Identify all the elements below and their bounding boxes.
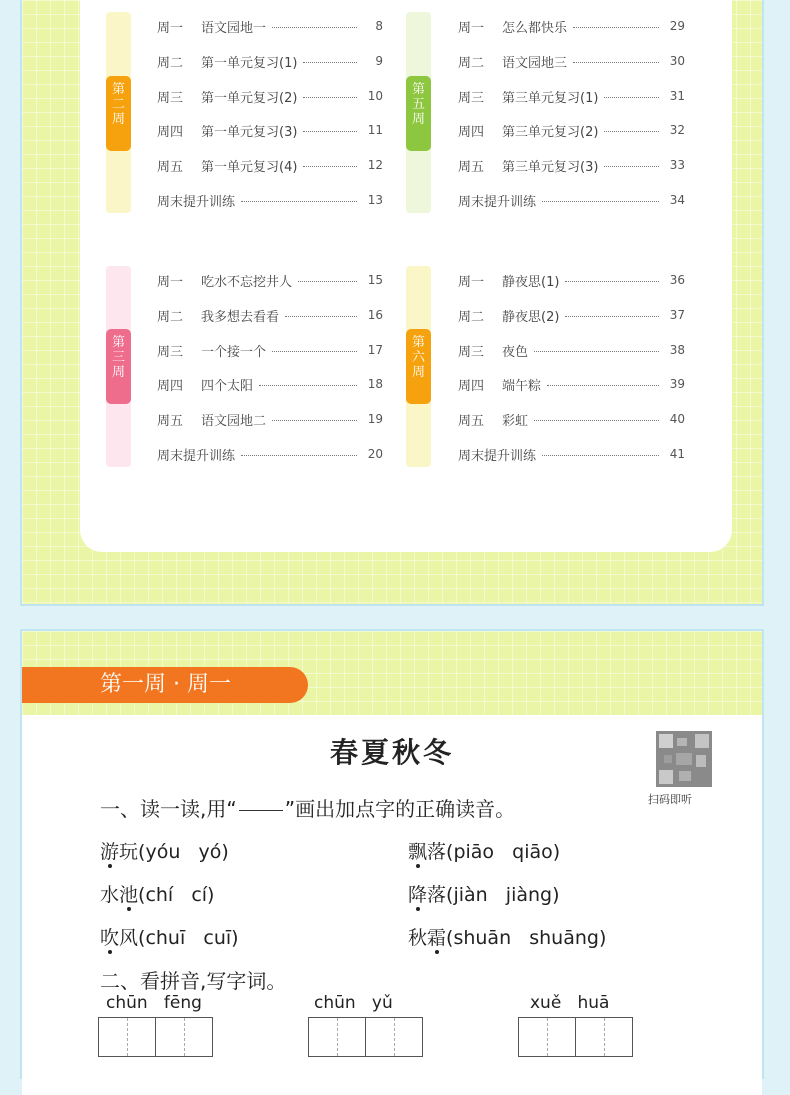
question-1-heading: [100, 793, 515, 822]
toc-leader: [241, 455, 357, 456]
dotted-char: 飘: [408, 841, 428, 863]
pinyin-choices: (chí cí): [138, 884, 215, 906]
toc-page: 9: [375, 54, 383, 68]
toc-day: 周二: [458, 55, 485, 71]
toc-row[interactable]: [458, 51, 685, 71]
writing-box[interactable]: [365, 1017, 423, 1057]
toc-page: 32: [669, 123, 685, 137]
toc-leader: [604, 97, 659, 98]
toc-day: 周一: [458, 20, 485, 36]
writing-box[interactable]: [155, 1017, 213, 1057]
toc-leader: [241, 201, 357, 202]
toc-row[interactable]: [157, 305, 383, 325]
toc-title: 端午粽: [502, 378, 542, 394]
toc-day: 周五: [458, 159, 485, 175]
toc-title: 周末提升训练: [458, 448, 537, 464]
toc-leader: [303, 166, 357, 167]
worksheet-page: [22, 715, 762, 1095]
pinyin-prompt: chūn fēng: [106, 993, 202, 1013]
toc-title: 周末提升训练: [458, 194, 537, 210]
qr-code-icon[interactable]: [656, 731, 712, 787]
pinyin-prompt: xuě huā: [530, 993, 610, 1013]
toc-leader: [565, 316, 659, 317]
question-1-suffix: ”画出加点字的正确读音。: [284, 797, 516, 821]
pinyin-choices: (piāo qiāo): [446, 841, 561, 863]
toc-page: 13: [367, 193, 383, 207]
toc-day: 周四: [458, 378, 485, 394]
toc-title: 静夜思(1): [502, 274, 560, 290]
toc-leader: [573, 27, 659, 28]
toc-leader: [272, 420, 357, 421]
toc-page: 34: [669, 193, 685, 207]
toc-title: 第三单元复习(2): [502, 124, 599, 140]
toc-day: 周五: [157, 413, 184, 429]
toc-day: 周三: [458, 90, 485, 106]
dotted-char: 降: [408, 884, 428, 906]
toc-title: 第一单元复习(3): [201, 124, 298, 140]
plain-char: 落: [427, 884, 447, 906]
toc-page: 19: [367, 412, 383, 426]
toc-row[interactable]: [157, 409, 383, 429]
toc-row[interactable]: [157, 86, 383, 106]
toc-title: 第一单元复习(1): [201, 55, 298, 71]
dotted-char: 游: [100, 841, 120, 863]
dotted-char: 霜: [427, 927, 447, 949]
toc-page: 38: [669, 343, 685, 357]
toc-row[interactable]: [458, 120, 685, 140]
toc-row[interactable]: [157, 190, 383, 210]
toc-row[interactable]: [157, 374, 383, 394]
toc-row[interactable]: [157, 444, 383, 464]
toc-title: 第一单元复习(4): [201, 159, 298, 175]
toc-row[interactable]: [157, 340, 383, 360]
toc-row[interactable]: [458, 340, 685, 360]
toc-leader: [604, 131, 659, 132]
toc-row[interactable]: [458, 409, 685, 429]
pinyin-choices: (yóu yó): [138, 841, 229, 863]
toc-row[interactable]: [458, 305, 685, 325]
toc-day: 周二: [458, 309, 485, 325]
toc-leader: [285, 316, 357, 317]
writing-box[interactable]: [308, 1017, 366, 1057]
toc-leader: [272, 27, 357, 28]
toc-leader: [573, 62, 659, 63]
lesson-ribbon: 第一周 · 周一: [22, 667, 308, 703]
plain-char: 秋: [408, 927, 428, 949]
toc-title: 怎么都快乐: [502, 20, 568, 36]
pinyin-choices: (chuī cuī): [138, 927, 239, 949]
writing-box[interactable]: [98, 1017, 156, 1057]
toc-title: 第三单元复习(3): [502, 159, 599, 175]
toc-page: 16: [367, 308, 383, 322]
toc-title: 夜色: [502, 344, 529, 360]
pinyin-item: [408, 923, 606, 950]
week-badge: 第六周: [406, 329, 431, 404]
toc-title: 周末提升训练: [157, 448, 236, 464]
toc-day: 周一: [157, 20, 184, 36]
writing-box[interactable]: [575, 1017, 633, 1057]
toc-page: 17: [367, 343, 383, 357]
toc-page: 33: [669, 158, 685, 172]
toc-title: 周末提升训练: [157, 194, 236, 210]
plain-char: 风: [119, 927, 139, 949]
toc-page: 39: [669, 377, 685, 391]
toc-day: 周一: [458, 274, 485, 290]
toc-title: 四个太阳: [201, 378, 254, 394]
qr-label: 扫码即听: [648, 793, 692, 806]
toc-row[interactable]: [157, 155, 383, 175]
toc-leader: [604, 166, 659, 167]
toc-leader: [303, 131, 357, 132]
week-badge: 第二周: [106, 76, 131, 151]
toc-row[interactable]: [157, 16, 383, 36]
pinyin-item: [100, 880, 214, 907]
toc-title: 我多想去看看: [201, 309, 280, 325]
toc-day: 周三: [458, 344, 485, 360]
lesson-title: 春夏秋冬: [329, 736, 454, 769]
toc-page: 36: [669, 273, 685, 287]
toc-row[interactable]: [157, 270, 383, 290]
week-badge: 第五周: [406, 76, 431, 151]
pinyin-choices: (jiàn jiàng): [446, 884, 560, 906]
writing-box[interactable]: [518, 1017, 576, 1057]
toc-row[interactable]: [458, 190, 685, 210]
pinyin-prompt: chūn yǔ: [314, 993, 393, 1013]
toc-title: 语文园地三: [502, 55, 568, 71]
pinyin-choices: (shuān shuāng): [446, 927, 607, 949]
toc-leader: [534, 351, 659, 352]
toc-day: 周四: [157, 124, 184, 140]
toc-page: 41: [669, 447, 685, 461]
toc-leader: [542, 455, 659, 456]
toc-row[interactable]: [458, 374, 685, 394]
toc-page: 20: [367, 447, 383, 461]
toc-day: 周三: [157, 344, 184, 360]
toc-leader: [565, 281, 659, 282]
pinyin-item: [100, 923, 239, 950]
toc-title: 第一单元复习(2): [201, 90, 298, 106]
week-badge: 第三周: [106, 329, 131, 404]
toc-page: 40: [669, 412, 685, 426]
toc-leader: [542, 201, 659, 202]
pinyin-item: [100, 837, 229, 864]
question-2-heading: 二、看拼音,写字词。: [100, 969, 287, 993]
toc-leader: [272, 351, 357, 352]
toc-leader: [534, 420, 659, 421]
toc-leader: [298, 281, 357, 282]
toc-page: 30: [669, 54, 685, 68]
toc-title: 彩虹: [502, 413, 529, 429]
toc-page: 29: [669, 19, 685, 33]
toc-row[interactable]: [458, 155, 685, 175]
toc-day: 周五: [458, 413, 485, 429]
toc-row[interactable]: [458, 270, 685, 290]
plain-char: 玩: [119, 841, 139, 863]
toc-row[interactable]: [157, 51, 383, 71]
toc-row[interactable]: [458, 444, 685, 464]
toc-page: 10: [367, 89, 383, 103]
plain-char: 落: [427, 841, 447, 863]
toc-title: 一个接一个: [201, 344, 267, 360]
toc-leader: [259, 385, 357, 386]
toc-day: 周二: [157, 55, 184, 71]
pinyin-item: [408, 837, 560, 864]
toc-day: 周三: [157, 90, 184, 106]
toc-leader: [303, 97, 357, 98]
pinyin-item: [408, 880, 560, 907]
toc-day: 周五: [157, 159, 184, 175]
toc-page: 15: [367, 273, 383, 287]
toc-title: 语文园地一: [201, 20, 267, 36]
toc-page: 12: [367, 158, 383, 172]
toc-page: 18: [367, 377, 383, 391]
toc-page: 31: [669, 89, 685, 103]
dotted-char: 吹: [100, 927, 120, 949]
toc-day: 周四: [458, 124, 485, 140]
toc-row[interactable]: [157, 120, 383, 140]
dotted-char: 池: [119, 884, 139, 906]
toc-page: 8: [375, 19, 383, 33]
toc-page: 11: [367, 123, 383, 137]
toc-day: 周一: [157, 274, 184, 290]
toc-title: 静夜思(2): [502, 309, 560, 325]
question-1-prefix: 一、读一读,用“: [100, 797, 237, 821]
toc-row[interactable]: [458, 16, 685, 36]
toc-title: 吃水不忘挖井人: [201, 274, 293, 290]
toc-leader: [547, 385, 659, 386]
toc-title: 第三单元复习(1): [502, 90, 599, 106]
toc-row[interactable]: [458, 86, 685, 106]
toc-title: 语文园地二: [201, 413, 267, 429]
toc-page: 37: [669, 308, 685, 322]
underline-blank: [239, 810, 283, 811]
lesson-panel: [20, 629, 764, 1079]
toc-day: 周四: [157, 378, 184, 394]
toc-leader: [303, 62, 357, 63]
plain-char: 水: [100, 884, 120, 906]
toc-day: 周二: [157, 309, 184, 325]
